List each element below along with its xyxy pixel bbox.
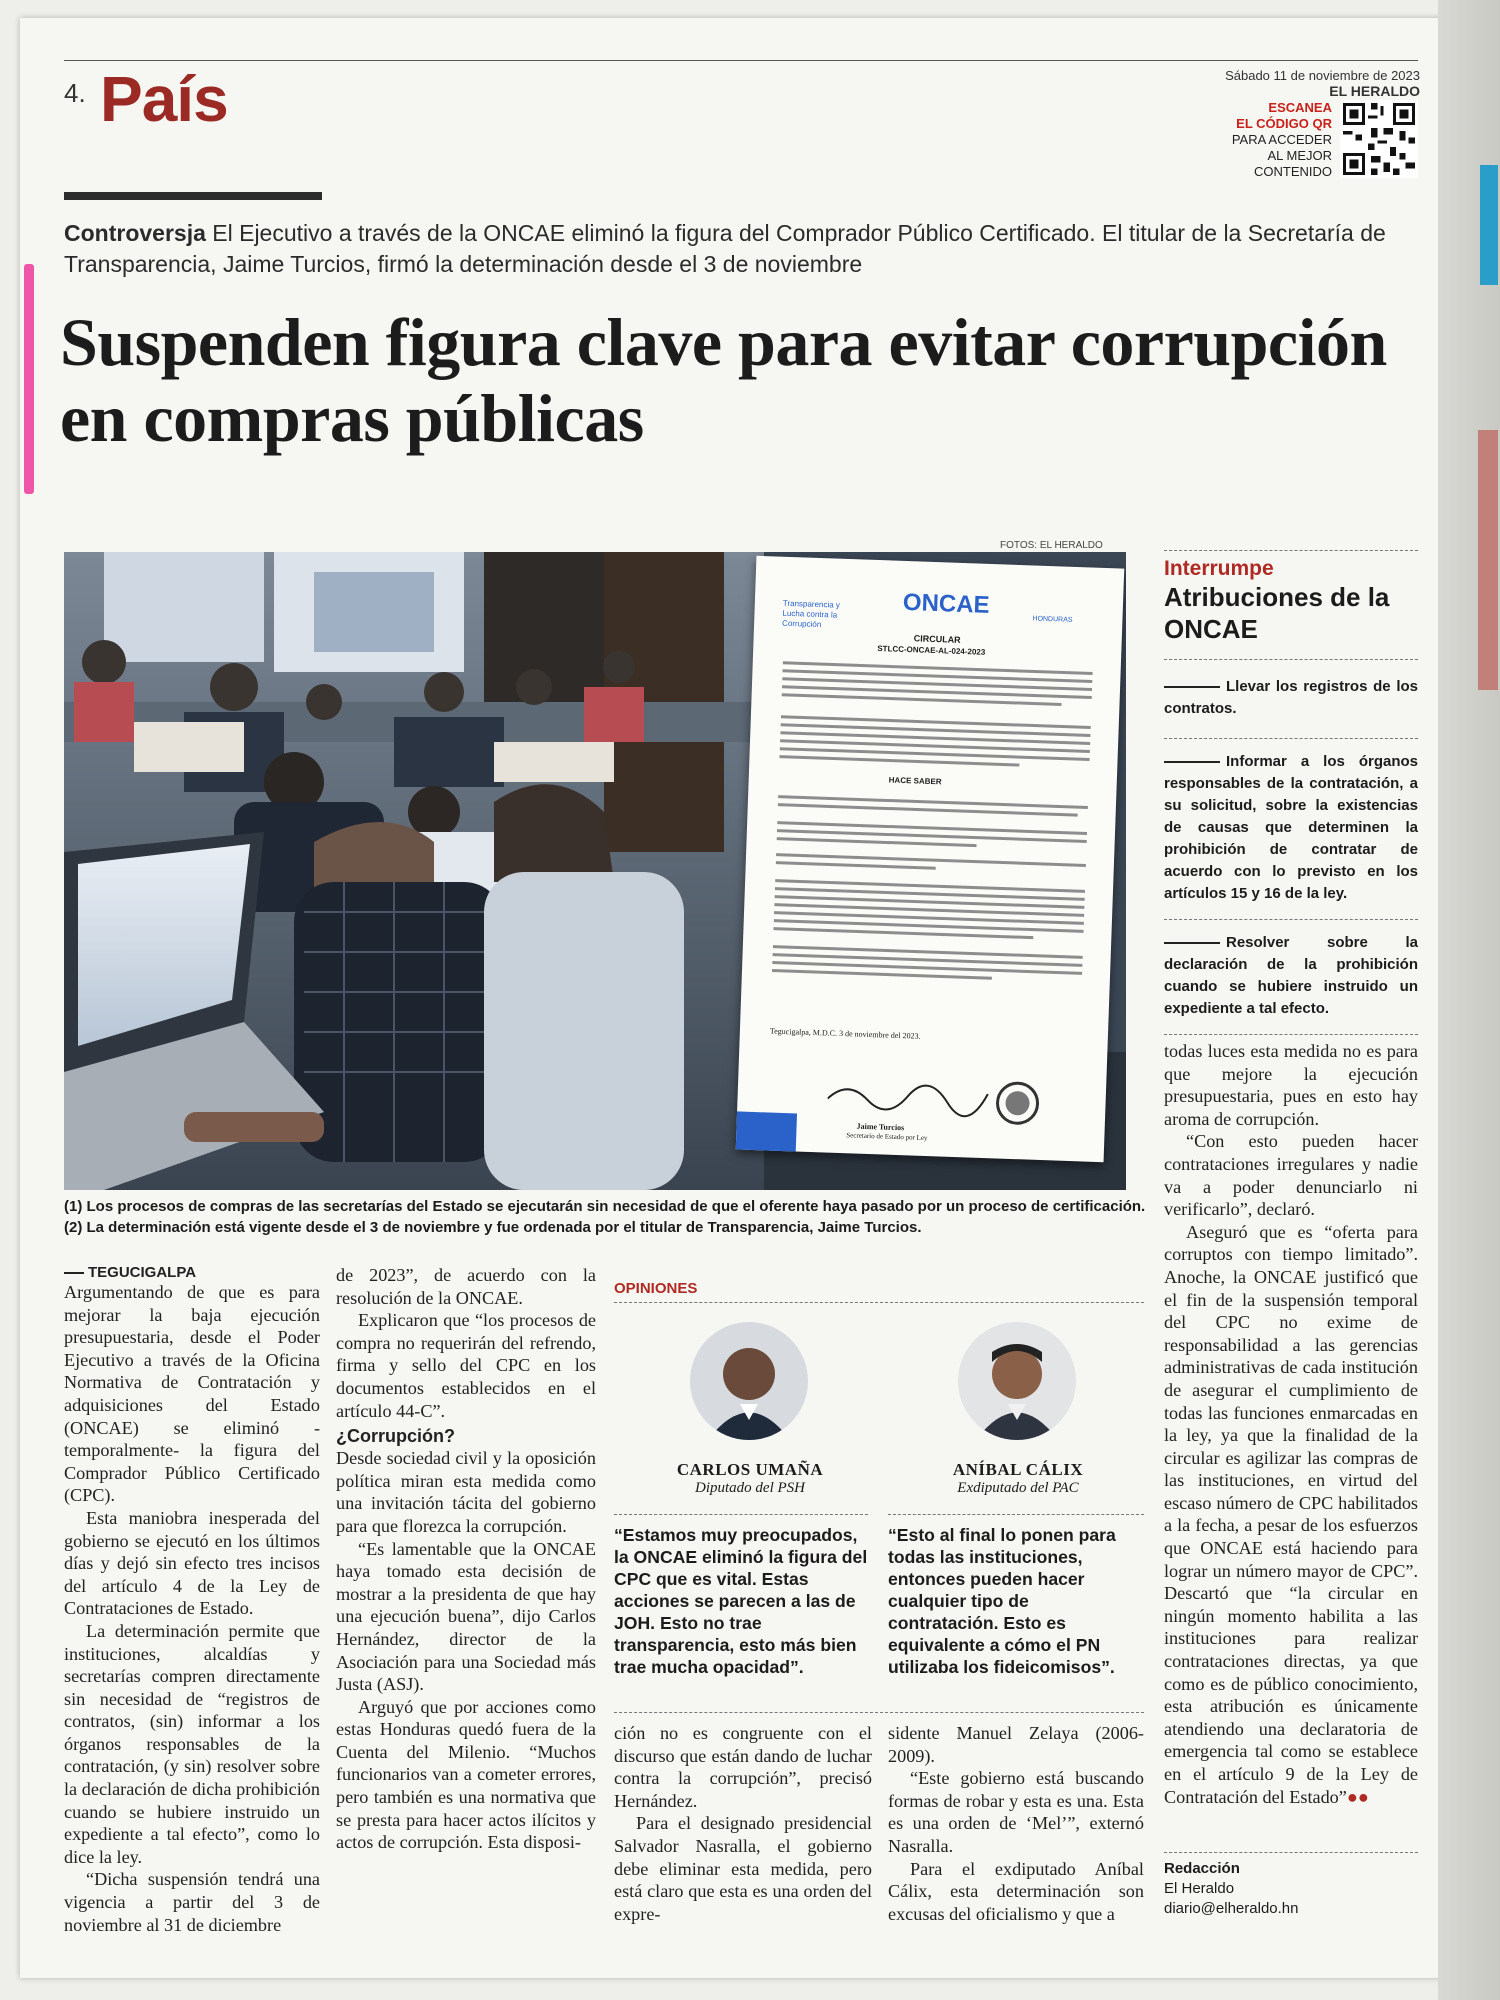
body-paragraph: “Es lamentable que la ONCAE haya tomado esta decisión de mostrar a la presidenta de que hay una ejecución buena”, dijo Carlos Hernández, director de la Asociación para una Sociedad más Justa (ASJ).	[336, 1538, 596, 1695]
opinion-person-2	[888, 1460, 1148, 1497]
sidebar-item: Llevar los registros de los contratos.	[1164, 678, 1418, 717]
avatar	[958, 1322, 1076, 1440]
header-rule	[64, 60, 1418, 61]
issue-date-box	[1120, 68, 1420, 99]
end-mark: ●●	[1346, 1786, 1369, 1807]
doc-corner-badge	[736, 1111, 797, 1151]
body-paragraph: ción no es congruente con el discurso que están dando de luchar contra la corrupción”, precisó Hernández.	[614, 1723, 872, 1811]
opinion-quote: “Esto al final lo ponen para todas las instituciones, entonces pueden hacer cualquier tipo de contratación. Esto es equivalente a cómo el PN utilizaba los fideicomisos”.	[888, 1525, 1116, 1677]
body-column-3	[614, 1722, 872, 1925]
body-column-1	[64, 1264, 320, 1936]
circular-document	[736, 556, 1125, 1162]
opinions-bottom-rule	[614, 1712, 1144, 1713]
sidebar-item: Resolver sobre la declaración de la prohibición cuando se hubiere instruido un expediente a tal efecto.	[1164, 934, 1418, 1017]
body-paragraph: “Con esto pueden hacer contrataciones irregulares y nadie va a poder denunciarlo ni verificarlo”, declaró.	[1164, 1131, 1418, 1220]
body-column-2	[336, 1264, 596, 1854]
byline-rule	[1164, 1852, 1418, 1853]
section-rule	[64, 192, 322, 200]
sidebar-rule	[1164, 738, 1418, 739]
sidebar-box	[1164, 550, 1418, 1035]
section-title: País	[100, 63, 228, 135]
qr-prompt-line: ESCANEA	[1268, 100, 1332, 115]
sidebar-title: Atribuciones de la ONCAE	[1164, 582, 1390, 644]
qr-prompt-line: AL MEJOR	[1267, 148, 1332, 163]
opinion-rule	[888, 1514, 1144, 1515]
deck-text: El Ejecutivo a través de la ONCAE eliminó la figura del Comprador Público Certificado. El titular de la Secretaría de Transparencia, Jaime Turcios, firmó la determinación desde el 3 de noviembre	[64, 220, 1386, 277]
doc-brand: Transparencia y Lucha contra la Corrupción	[781, 598, 841, 630]
body-paragraph: Arguyó que por acciones como estas Honduras quedó fuera de la Cuenta del Milenio. “Muchos funcionarios van a cometer errores, pero también es una normativa que se presta para hacer actos ilícitos y actos de corrupción. Esta disposi-	[336, 1696, 596, 1853]
doc-signer: Jaime Turcios	[856, 1121, 905, 1133]
deck-summary	[64, 218, 1404, 280]
qr-prompt-line: CONTENIDO	[1254, 164, 1332, 179]
byline-name: El Heraldo	[1164, 1880, 1235, 1897]
body-paragraph: Para el exdiputado Aníbal Cálix, esta determinación son excusas del oficialismo y que a	[888, 1858, 1144, 1924]
doc-logo: ONCAE	[902, 588, 991, 619]
body-paragraph: Desde sociedad civil y la oposición política miran esta medida como una invitación tácita del gobierno para que florezca la corrupción.	[336, 1448, 596, 1536]
issue-date: Sábado 11 de noviembre de 2023	[1225, 68, 1420, 83]
doc-country: HONDURAS	[1032, 615, 1073, 624]
highlighter-mark	[24, 264, 34, 494]
byline-label: Redacción	[1164, 1860, 1240, 1877]
qr-prompt	[1170, 100, 1332, 180]
sidebar-kicker: Interrumpe	[1164, 557, 1274, 580]
avatar	[690, 1322, 808, 1440]
sidebar-rule	[1164, 919, 1418, 920]
main-photo	[64, 552, 1126, 1190]
byline-email[interactable]: diario@elheraldo.hn	[1164, 1900, 1299, 1917]
opinion-person-1	[620, 1460, 880, 1497]
opinions-label: OPINIONES	[614, 1280, 698, 1297]
signature-and-seal	[827, 1069, 1059, 1127]
photo-caption: (1) Los procesos de compras de las secretarías del Estado se ejecutarán sin necesidad de que el oferente haya pasado por un proceso de certificación. (2) La determinación está vigente desde el 3 de noviembre y fue ordenada por el titular de Transparencia, Jaime Turcios.	[64, 1198, 1146, 1236]
doc-code: STLCC-ONCAE-AL-024-2023	[877, 644, 986, 657]
body-paragraph: Argumentando de que es para mejorar la baja ejecución presupuestaria, desde el Poder Ejecutivo a través de la Oficina Normativa de Contratación y adquisiciones del Estado (ONCAE) se eliminó -temporalmente- la figura del Comprador Público Certificado (CPC).	[64, 1282, 320, 1506]
body-paragraph: Esta maniobra inesperada del gobierno se ejecutó en los últimos días y dejó sin efecto tres incisos del artículo 4 de la Ley de Contrataciones de Estado.	[64, 1507, 320, 1619]
body-paragraph: Explicaron que “los procesos de compra no requerirán del refrendo, firma y sello del CPC en los documentos establecidos en el artículo 44-C”.	[336, 1310, 596, 1421]
doc-date: Tegucigalpa, M.D.C. 3 de noviembre del 2023.	[769, 1026, 921, 1041]
sidebar-rule	[1164, 550, 1418, 551]
dateline: TEGUCIGALPA	[64, 1264, 320, 1281]
deck-kicker: Controversja	[64, 220, 206, 246]
body-paragraph: “Dicha suspensión tendrá una vigencia a partir del 3 de noviembre al 31 de diciembre	[64, 1869, 320, 1935]
doc-text-lines	[770, 657, 1102, 1028]
body-column-5	[1164, 1040, 1418, 1808]
body-paragraph: La determinación permite que instituciones, alcaldías y secretarías compren directamente sin necesidad de “registros de contratos, (sin) informar a los órganos responsables de la contratación, (y sin) resolver sobre la declaración de dicha prohibición cuando se hubiere instruido un expediente a tal efecto”, como lo dice la ley.	[64, 1620, 320, 1867]
photo-credit: FOTOS: EL HERALDO	[1000, 540, 1103, 551]
qr-prompt-line: PARA ACCEDER	[1231, 132, 1332, 147]
qr-code-icon[interactable]	[1340, 100, 1418, 178]
opinion-role: Diputado del PSH	[695, 1480, 805, 1496]
body-paragraph: de 2023”, de acuerdo con la resolución de la ONCAE.	[336, 1265, 596, 1308]
opinion-role: Exdiputado del PAC	[957, 1480, 1079, 1496]
sidebar-rule	[1164, 1034, 1418, 1035]
headline: Suspenden figura clave para evitar corrupción en compras públicas	[60, 304, 1387, 456]
opinion-name: ANÍBAL CÁLIX	[952, 1460, 1084, 1479]
sidebar-item: Informar a los órganos responsables de la contratación, a su solicitud, sobre la existencias de causas que determinen la prohibición de contratar de acuerdo con lo previsto en los artículos 15 y 16 de la ley.	[1164, 753, 1418, 902]
sidebar-rule	[1164, 659, 1418, 660]
opinion-name: CARLOS UMAÑA	[676, 1460, 824, 1479]
doc-circular: CIRCULAR	[913, 633, 961, 645]
body-column-4	[888, 1722, 1144, 1925]
doc-signer-role: Secretario de Estado por Ley	[846, 1131, 928, 1143]
opinion-rule	[614, 1514, 868, 1515]
doc-heading: HACE SABER	[888, 775, 942, 787]
opinions-rule	[614, 1302, 1144, 1303]
body-paragraph: sidente Manuel Zelaya (2006-2009).	[888, 1723, 1144, 1766]
opinion-quote: “Estamos muy preocupados, la ONCAE eliminó la figura del CPC que es vital. Estas acciones se parecen a las de JOH. Esto no trae transparencia, esto más bien trae mucha opacidad”.	[614, 1525, 868, 1677]
adjacent-page-edge	[1438, 0, 1500, 2000]
page-number: 4.	[64, 78, 86, 108]
body-paragraph: Para el designado presidencial Salvador Nasralla, el gobierno debe eliminar esta medida, pero está claro que esta es una orden del expre-	[614, 1813, 872, 1924]
newspaper-name: EL HERALDO	[1329, 83, 1420, 99]
subhead: ¿Corrupción?	[336, 1426, 455, 1447]
body-paragraph: Aseguró que es “oferta para corruptos con tiempo limitado”. Anoche, la ONCAE justificó que el fin de la suspensión temporal del CPC no exime de responsabilidad a las gerencias administrativas de cada institución de asegurar el cumplimiento de todas las funciones enmarcadas en la ley, ya que la finalidad de la circular es agilizar las compras de las instituciones, en virtud del escaso número de CPC habilitados a la fecha, a pesar de los esfuerzos que ONCAE está haciendo para lograr un número mayor de CPC”. Descartó que “la circular en ningún momento habilita a las instituciones para realizar contrataciones directas, ya que como es de público conocimiento, esta atribución es únicamente atendiendo una declaratoria de emergencia tal como se establece en el artículo 9 de la Ley de Contratación del Estado”●●	[1164, 1221, 1418, 1807]
body-paragraph: todas luces esta medida no es para que mejore la ejecución presupuestaria, pues en esto hay aroma de corrupción.	[1164, 1041, 1418, 1129]
byline	[1164, 1852, 1418, 1919]
body-paragraph: “Este gobierno está buscando formas de robar y esta es una. Esta es una orden de ‘Mel’”, externó Nasralla.	[888, 1768, 1144, 1856]
qr-prompt-line: EL CÓDIGO QR	[1236, 116, 1332, 131]
